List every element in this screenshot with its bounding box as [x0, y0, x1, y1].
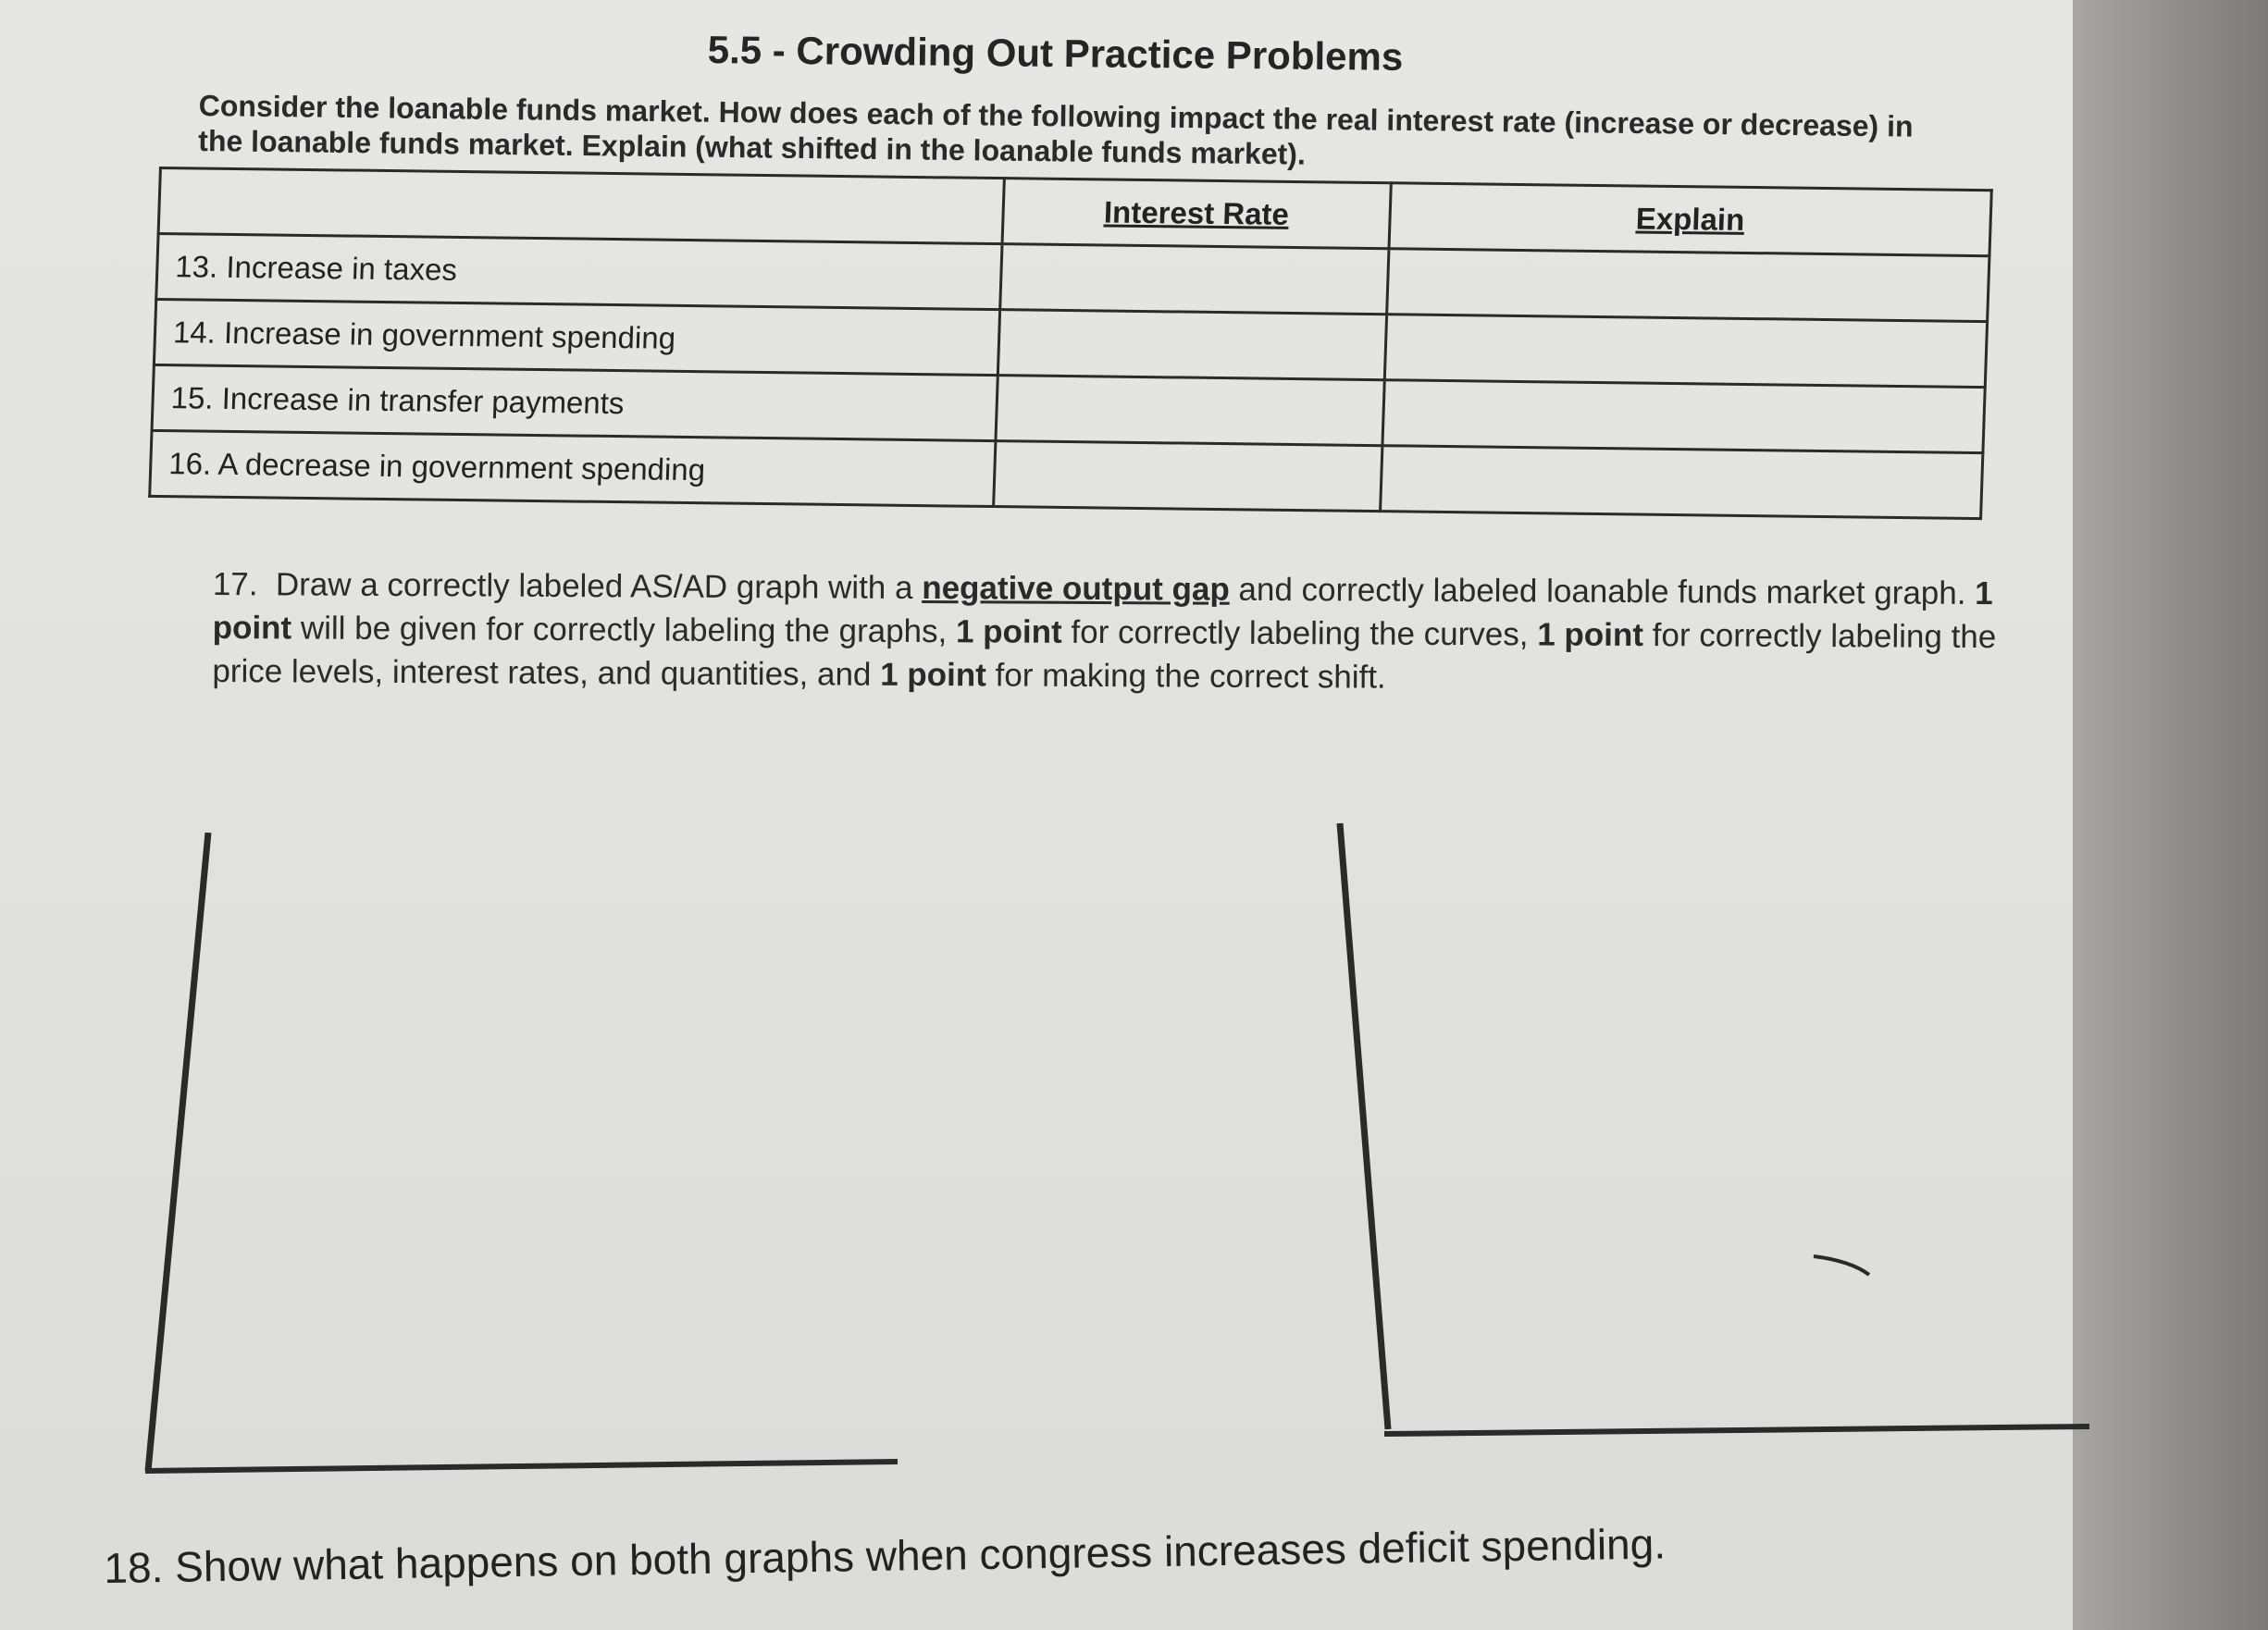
intro-instructions: Consider the loanable funds market. How does each of the following impact the real interest rate (increase or decrease) in the loanable funds market. Explain (what shifted in the loanable funds market). [198, 88, 1914, 171]
y-axis [148, 833, 208, 1471]
q17-text: Draw a correctly labeled AS/AD graph with a [275, 566, 923, 607]
interest-rate-cell[interactable] [999, 244, 1389, 315]
q17-text: for correctly labeling the price levels, interest rates, and quantities, and [212, 617, 1997, 693]
x-axis [1384, 1426, 2089, 1434]
y-axis [1340, 823, 1388, 1429]
q17-text: will be given for correctly labeling the graphs, [291, 610, 957, 650]
point-label: 1 point [955, 613, 1062, 650]
row-label: 13. Increase in taxes [156, 233, 1002, 309]
explain-cell[interactable] [1380, 446, 1982, 519]
row-label: 16. A decrease in government spending [150, 430, 996, 506]
interest-rate-cell[interactable] [996, 376, 1385, 446]
q17-text: and correctly labeled loanable funds market graph. [1229, 571, 1976, 611]
header-interest-rate: Interest Rate [1002, 179, 1392, 249]
interest-rate-cell[interactable] [998, 310, 1387, 380]
question-number: 17. [212, 565, 258, 603]
as-ad-graph-axes[interactable] [143, 833, 902, 1480]
interest-rate-cell[interactable] [993, 441, 1382, 512]
table-surface [2073, 0, 2268, 1630]
point-label: 1 point [880, 656, 986, 694]
point-label: 1 point [212, 574, 1993, 647]
q17-text: for making the correct shift. [985, 657, 1386, 696]
question-18: 18. Show what happens on both graphs when congress increases deficit spending. [104, 1519, 1667, 1592]
q17-text: for correctly labeling the curves, [1061, 613, 1538, 653]
row-label: 14. Increase in government spending [154, 299, 999, 375]
explain-cell[interactable] [1382, 380, 1985, 453]
loanable-funds-table [148, 167, 1993, 520]
row-label: 15. Increase in transfer payments [152, 364, 998, 440]
header-explain: Explain [1389, 183, 1991, 256]
loanable-funds-graph-axes[interactable] [1332, 814, 2101, 1443]
header-blank [158, 168, 1004, 244]
x-axis [145, 1462, 898, 1471]
explain-cell[interactable] [1384, 315, 1987, 388]
page-title: 5.5 - Crowding Out Practice Problems [707, 28, 1404, 79]
point-label: 1 point [1537, 616, 1644, 654]
pencil-mark [1814, 1256, 1869, 1275]
q17-emphasis: negative output gap [922, 570, 1230, 608]
question-17 [212, 562, 2045, 702]
explain-cell[interactable] [1387, 249, 1989, 322]
